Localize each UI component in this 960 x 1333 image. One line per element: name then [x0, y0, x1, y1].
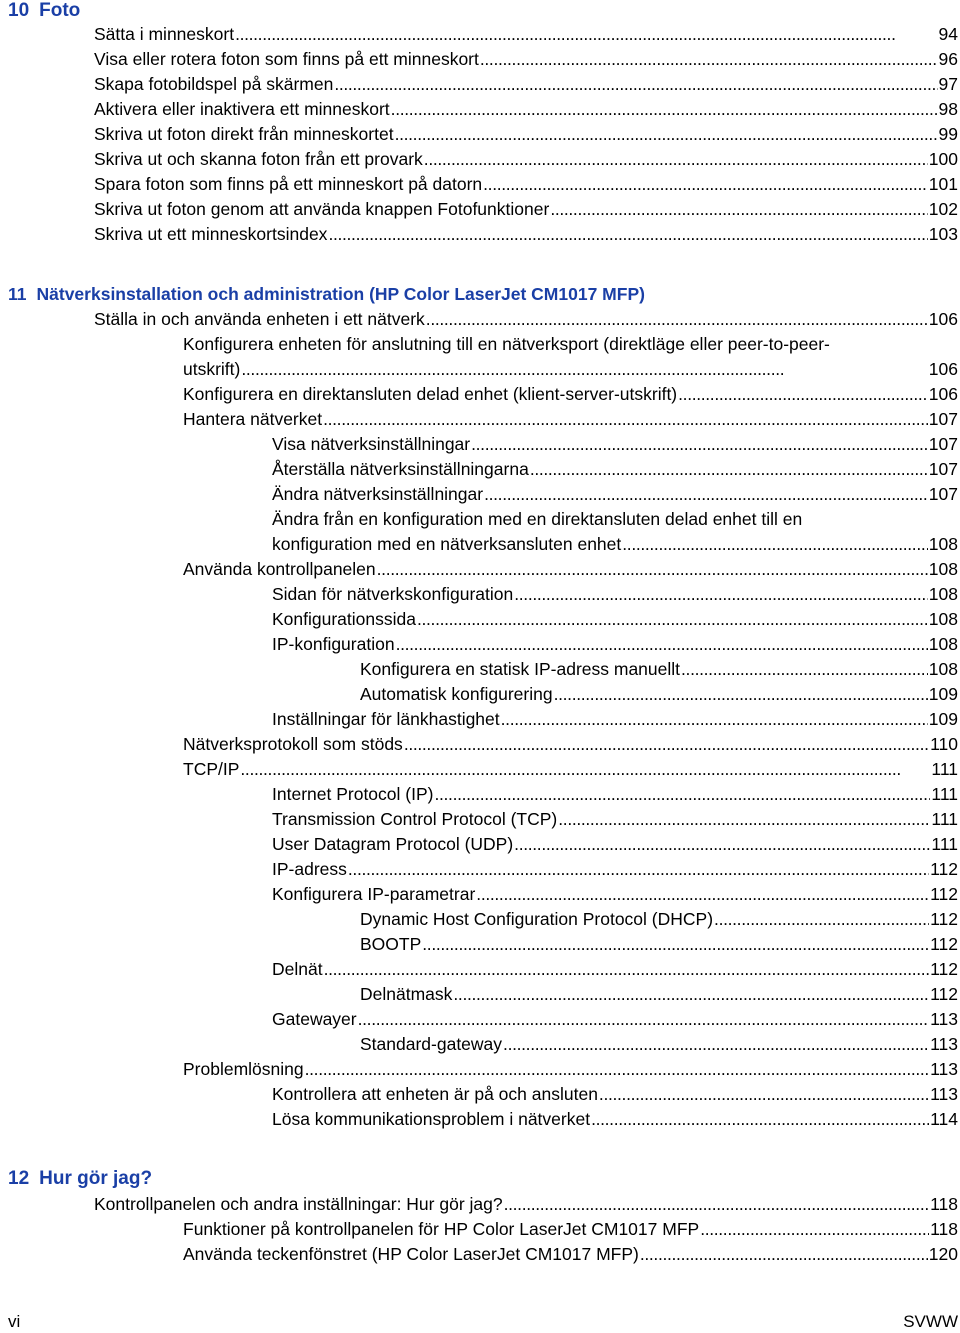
dot-leader [328, 222, 927, 247]
toc-entry[interactable]: Internet Protocol (IP) . . . 111 [272, 782, 958, 807]
dot-leader [305, 1057, 929, 1082]
toc-entry[interactable]: Transmission Control Protocol (TCP) . . . 111 [272, 807, 958, 832]
page-number: 108 [928, 659, 958, 679]
dot-leader [678, 382, 928, 407]
dot-leader [240, 757, 930, 782]
page-number: 106 [928, 384, 958, 404]
toc-entry[interactable]: Använda teckenfönstret (HP Color LaserJet CM1017 MFP) . . . 120 [183, 1242, 958, 1267]
toc-entry[interactable]: User Datagram Protocol (UDP) . . . 111 [272, 832, 958, 857]
page-number: 108 [928, 634, 958, 654]
page-number: 111 [931, 759, 958, 779]
page-number: 109 [928, 709, 958, 729]
dot-leader [404, 732, 929, 757]
dot-leader [714, 907, 929, 932]
toc-entry[interactable]: Skriva ut ett minneskortsindex . . . 103 [94, 222, 958, 247]
chapter-title: Foto [39, 0, 81, 21]
toc-entry[interactable]: Skriva ut foton genom att använda knappen Fotofunktioner . . . 102 [94, 197, 958, 222]
dot-leader [235, 22, 937, 47]
dot-leader [700, 1217, 929, 1242]
toc-entry[interactable]: Sidan för nätverkskonfiguration . . . 108 [272, 582, 958, 607]
page-number: 110 [930, 734, 958, 754]
dot-leader [591, 1107, 929, 1132]
dot-leader [514, 832, 930, 857]
dot-leader [622, 532, 928, 557]
toc-entry[interactable]: IP-konfiguration . . . 108 [272, 632, 958, 657]
dot-leader [476, 882, 929, 907]
toc-entry[interactable]: Inställningar för länkhastighet . . . 109 [272, 707, 958, 732]
page-number: 109 [928, 684, 958, 704]
page-number: 114 [930, 1109, 958, 1129]
toc-entry[interactable]: Delnät . . . 112 [272, 957, 958, 982]
page-number: 107 [928, 409, 958, 429]
page-number: 111 [931, 834, 958, 854]
toc-entry[interactable]: Kontrollpanelen och andra inställningar: Hur gör jag? . . . 118 [94, 1192, 958, 1217]
page-number: 113 [930, 1059, 958, 1079]
page-number: 107 [928, 434, 958, 454]
toc-entry[interactable]: Kontrollera att enheten är på och ansluten . . . 113 [272, 1082, 958, 1107]
page-number: 103 [928, 224, 958, 244]
page-number: 112 [930, 984, 958, 1004]
dot-leader [530, 457, 928, 482]
toc-entry[interactable]: Konfigurera en statisk IP-adress manuellt . . . 108 [360, 657, 958, 682]
page-number: 108 [928, 534, 958, 554]
page-number: 101 [928, 174, 958, 194]
toc-entry[interactable]: Funktioner på kontrollpanelen för HP Color LaserJet CM1017 MFP . . . 118 [183, 1217, 958, 1242]
toc-entry[interactable]: Standard-gateway . . . 113 [360, 1032, 958, 1057]
dot-leader [558, 807, 930, 832]
chapter-number: 12 [8, 1168, 30, 1189]
page-number: 111 [931, 809, 958, 829]
page-number: 102 [928, 199, 958, 219]
chapter-title: Hur gör jag? [39, 1168, 153, 1189]
page-number: 106 [928, 359, 958, 379]
page-number: 108 [928, 559, 958, 579]
toc-entry[interactable]: Sätta i minneskort . . . 94 [94, 22, 958, 47]
dot-leader [395, 122, 938, 147]
dot-leader [358, 1007, 929, 1032]
toc-entry[interactable]: Automatisk konfigurering . . . 109 [360, 682, 958, 707]
toc-entry[interactable]: Skapa fotobildspel på skärmen . . . 97 [94, 72, 958, 97]
dot-leader [377, 557, 928, 582]
toc-entry[interactable]: Skriva ut foton direkt från minneskortet . . . 99 [94, 122, 958, 147]
dot-leader [348, 857, 929, 882]
toc-entry[interactable]: IP-adress . . . 112 [272, 857, 958, 882]
page-number: 99 [938, 124, 958, 144]
page-number: 118 [930, 1219, 958, 1239]
toc-entry[interactable]: BOOTP . . . 112 [360, 932, 958, 957]
dot-leader [550, 197, 927, 222]
page-number: 108 [928, 609, 958, 629]
page-number: 113 [930, 1009, 958, 1029]
dot-leader [422, 932, 929, 957]
chapter-number: 11 [8, 284, 27, 304]
toc-entry[interactable]: Konfigurera IP-parametrar . . . 112 [272, 882, 958, 907]
dot-leader [554, 682, 928, 707]
page-number: 100 [928, 149, 958, 169]
page-number: 120 [928, 1244, 958, 1264]
toc-entry-wrapped[interactable]: Konfigurera enheten för anslutning till en nätverksport (direktläge eller peer-to-peer- utskrift) . . . 106 [183, 332, 958, 382]
toc-entry[interactable]: Ändra nätverksinställningar . . . 107 [272, 482, 958, 507]
dot-leader [324, 957, 930, 982]
toc-entry[interactable]: Dynamic Host Configuration Protocol (DHCP) . . . 112 [360, 907, 958, 932]
dot-leader [334, 72, 937, 97]
toc-entry[interactable]: Spara foton som finns på ett minneskort på datorn . . . 101 [94, 172, 958, 197]
page-number: 112 [930, 884, 958, 904]
toc-entry[interactable]: Återställa nätverksinställningarna . . . 107 [272, 457, 958, 482]
toc-entry[interactable]: Gatewayer . . . 113 [272, 1007, 958, 1032]
footer-locale-label: SVWW [903, 1312, 958, 1331]
toc-entry[interactable]: Konfigurationssida . . . 108 [272, 607, 958, 632]
dot-leader [480, 47, 938, 72]
toc-entry[interactable]: Visa eller rotera foton som finns på ett minneskort . . . 96 [94, 47, 958, 72]
dot-leader [471, 432, 928, 457]
dot-leader [514, 582, 928, 607]
dot-leader [417, 607, 928, 632]
dot-leader [484, 482, 928, 507]
dot-leader [323, 407, 928, 432]
page-number: 118 [930, 1194, 958, 1214]
toc-entry[interactable]: Delnätmask . . . 112 [360, 982, 958, 1007]
dot-leader [434, 782, 930, 807]
dot-leader [396, 632, 928, 657]
chapter-title: Nätverksinstallation och administration (HP Color LaserJet CM1017 MFP) [36, 284, 645, 304]
footer-page-label: vi [8, 1312, 21, 1331]
dot-leader [501, 707, 928, 732]
toc-entry[interactable]: TCP/IP . . . 111 [183, 757, 958, 782]
toc-entry[interactable]: Aktivera eller inaktivera ett minneskort . . . 98 [94, 97, 958, 122]
toc-entry[interactable]: Visa nätverksinställningar . . . 107 [272, 432, 958, 457]
chapter-heading-10 [8, 0, 80, 22]
page-number: 106 [928, 309, 958, 329]
dot-leader [640, 1242, 928, 1267]
page-number: 112 [930, 859, 958, 879]
dot-leader [426, 307, 928, 332]
page-number: 113 [930, 1034, 958, 1054]
dot-leader [503, 1032, 929, 1057]
page-number: 97 [938, 74, 958, 94]
page-number: 111 [931, 784, 958, 804]
toc-entry[interactable]: Ställa in och använda enheten i ett nätverk . . . 106 [94, 307, 958, 332]
dot-leader [391, 97, 938, 122]
page-number: 107 [928, 484, 958, 504]
page-number: 112 [930, 909, 958, 929]
toc-entry[interactable]: Hantera nätverket . . . 107 [183, 407, 958, 432]
page-number: 112 [930, 959, 958, 979]
dot-leader [241, 357, 927, 382]
toc-entry[interactable]: Problemlösning . . . 113 [183, 1057, 958, 1082]
toc-entry[interactable]: Lösa kommunikationsproblem i nätverket . . . 114 [272, 1107, 958, 1132]
page-number: 113 [930, 1084, 958, 1104]
toc-entry[interactable]: Konfigurera en direktansluten delad enhet (klient-server-utskrift) . . . 106 [183, 382, 958, 407]
page-number: 98 [938, 99, 958, 119]
toc-entry-wrapped[interactable]: Ändra från en konfiguration med en direktansluten delad enhet till en konfiguration med en nätverksansluten enhet . . . 108 [272, 507, 958, 557]
page-number: 94 [938, 24, 958, 44]
toc-entry[interactable]: Använda kontrollpanelen . . . 108 [183, 557, 958, 582]
chapter-number: 10 [8, 0, 30, 21]
toc-entry[interactable]: Nätverksprotokoll som stöds . . . 110 [183, 732, 958, 757]
page-number: 112 [930, 934, 958, 954]
page-number: 107 [928, 459, 958, 479]
dot-leader [504, 1192, 930, 1217]
page-number: 108 [928, 584, 958, 604]
dot-leader [424, 147, 928, 172]
dot-leader [483, 172, 928, 197]
dot-leader [681, 657, 928, 682]
toc-entry[interactable]: Skriva ut och skanna foton från ett provark . . . 100 [94, 147, 958, 172]
chapter-heading-12 [8, 1168, 152, 1190]
chapter-heading-11 [8, 284, 645, 305]
dot-leader [453, 982, 929, 1007]
page-number: 96 [938, 49, 958, 69]
dot-leader [599, 1082, 929, 1107]
